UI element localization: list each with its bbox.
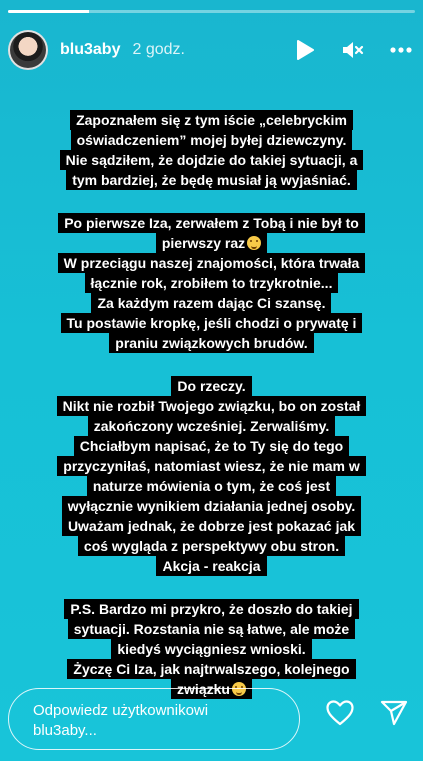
story-line-text: Nie sądziłem, że dojdzie do takiej sytuacji, a	[65, 152, 358, 168]
story-paragraph	[64, 599, 358, 699]
send-icon[interactable]	[379, 698, 409, 728]
reply-input[interactable]	[8, 688, 300, 750]
story-line	[57, 456, 365, 476]
story-paragraph	[58, 213, 366, 353]
username[interactable]: blu3aby	[60, 41, 121, 58]
story-line-text: naturze mówienia o tym, że coś jest	[92, 478, 331, 494]
story-progress-bar	[8, 10, 415, 13]
timestamp: 2 godz.	[132, 41, 185, 58]
story-line	[87, 476, 336, 496]
story-line-text: przyczyniłaś, natomiast wiesz, że nie mam w	[63, 458, 360, 474]
story-line	[70, 110, 353, 130]
story-line	[74, 436, 349, 456]
story-line	[62, 496, 362, 516]
story-line-text: pierwszy raz	[161, 235, 246, 251]
story-line-text: W przeciągu naszej znajomości, która trwała	[63, 255, 360, 271]
story-line-text: tym bardziej, że będę musiał ją wyjaśniać.	[72, 172, 351, 188]
story-line-text: P.S. Bardzo mi przykro, że doszło do takiej	[70, 601, 353, 617]
story-line-text: Nikt nie rozbił Twojego związku, bo on został	[62, 398, 361, 414]
story-line-text: Akcja - reakcja	[162, 558, 261, 574]
header-actions	[293, 38, 413, 62]
story-line	[66, 170, 357, 190]
story-line	[57, 396, 367, 416]
play-icon[interactable]	[293, 38, 317, 62]
story-line-text: Zapoznałem się z tym iście „celebryckim	[76, 112, 347, 128]
story-line-text: związku	[177, 681, 230, 697]
story-line-text: Tu postawie kropkę, jeśli chodzi o prywatę i	[66, 315, 357, 331]
emoji-icon	[247, 236, 261, 250]
story-line-text: oświadczeniem” mojej byłej dziewczyny.	[76, 132, 347, 148]
story-line	[88, 416, 336, 436]
reply-placeholder: Odpowiedz użytkownikowi blu3aby...	[33, 702, 209, 739]
story-line	[68, 619, 355, 639]
story-line-text: kiedyś wyciągniesz wnioski.	[117, 641, 306, 657]
mute-icon[interactable]	[341, 38, 365, 62]
story-line	[71, 130, 353, 150]
story-progress-fill	[8, 10, 89, 13]
story-line	[60, 150, 364, 170]
story-line	[64, 599, 358, 619]
story-line	[109, 333, 313, 353]
story-line-text: Po pierwsze Iza, zerwałem z Tobą i nie był to	[64, 215, 359, 231]
story-line	[62, 516, 361, 536]
story-line	[58, 253, 366, 273]
story-line-text: Uważam jednak, że dobrze jest pokazać jak	[67, 518, 356, 534]
story-line-text: wyłącznie wynikiem działania jednej osoby.	[67, 498, 356, 514]
story-paragraph	[57, 376, 367, 576]
reply-actions	[325, 698, 409, 728]
story-line	[91, 293, 331, 313]
story-line-text: Za każdym razem dając Ci szansę.	[97, 295, 326, 311]
story-line	[171, 376, 251, 396]
story-line	[58, 213, 365, 233]
more-icon[interactable]	[389, 38, 413, 62]
story-text	[0, 110, 423, 722]
story-line	[67, 659, 355, 679]
avatar[interactable]	[8, 30, 48, 70]
story-line-text: łącznie rok, zrobiłem to trzykrotnie...	[90, 275, 333, 291]
story-line-text: sytuacji. Rozstania nie są łatwe, ale może	[73, 621, 350, 637]
story-line	[85, 273, 339, 293]
story-line	[61, 313, 363, 333]
story-line-text: praniu związkowych brudów.	[115, 335, 308, 351]
story-paragraph	[60, 110, 364, 190]
story-line-text: coś wygląda z perspektywy obu stron.	[83, 538, 340, 554]
story-header	[8, 28, 413, 72]
story-line-text: zakończony wcześniej. Zerwaliśmy.	[93, 418, 330, 434]
story-line	[78, 536, 345, 556]
story-line-text: Życzę Ci Iza, jak najtrwalszego, kolejnego	[73, 661, 350, 677]
story-line-text: Do rzeczy.	[177, 378, 246, 394]
story-line	[156, 233, 267, 253]
story-line	[156, 556, 266, 576]
story-line-text: Chciałbym napisać, że to Ty się do tego	[79, 438, 344, 454]
heart-icon[interactable]	[325, 698, 355, 728]
story-line	[111, 639, 311, 659]
